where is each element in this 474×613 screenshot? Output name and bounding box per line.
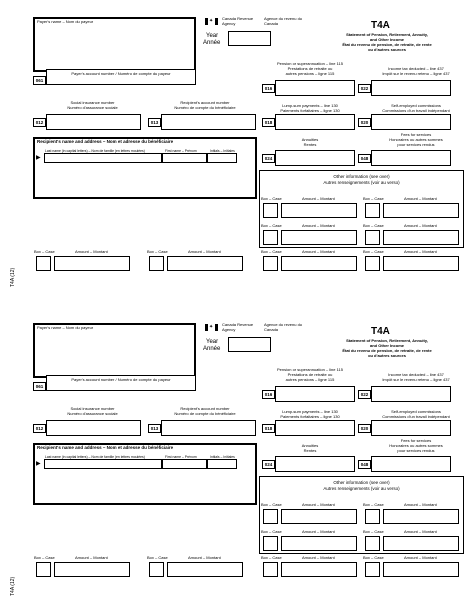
- box-016-label: Prestations de retraite ou: [287, 372, 333, 377]
- recipient-account-label: Numéro de compte du bénéficiaire: [174, 411, 236, 416]
- box-code-061: 061: [33, 382, 46, 391]
- amount-label: Amount – Montant: [302, 223, 335, 228]
- box-016-label: Pension or superannuation – line 115: [277, 61, 343, 66]
- box-048-label: Honoraires ou autres sommes: [389, 137, 443, 142]
- amount-label: Amount – Montant: [302, 196, 335, 201]
- other-amount-field[interactable]: [281, 256, 357, 271]
- form-side-label: T4A (12): [10, 267, 16, 287]
- year-label: Year: [206, 33, 219, 39]
- box-048-label: Fees for services: [400, 132, 432, 137]
- box-022-label: Income tax deducted – line 437: [388, 66, 444, 71]
- box-code-022: 022: [358, 84, 371, 93]
- box-case-label: Box – Case: [261, 249, 282, 254]
- other-box-code-field[interactable]: [365, 562, 380, 577]
- other-box-code-field[interactable]: [149, 256, 164, 271]
- last-name-field[interactable]: [44, 153, 162, 163]
- other-amount-field[interactable]: [383, 230, 459, 245]
- box-case-label: Box – Case: [363, 529, 384, 534]
- box-016-field[interactable]: [275, 386, 355, 402]
- last-name-label: Last name (in capital letters) – Nom de famille (en lettres moulées): [45, 455, 145, 459]
- arrow-right-icon: ▶: [36, 461, 41, 467]
- sin-field[interactable]: [46, 114, 141, 130]
- initials-field[interactable]: [207, 153, 237, 163]
- box-024-label: Annuities: [301, 443, 319, 448]
- amount-label: Amount – Montant: [302, 529, 335, 534]
- other-box-code-field[interactable]: [263, 536, 278, 551]
- amount-label: Amount – Montant: [404, 555, 437, 560]
- box-022-label: Impôt sur le revenu retenu – ligne 437: [382, 71, 450, 76]
- box-048-label: Honoraires ou autres sommes: [389, 443, 443, 448]
- canada-flag-icon: ✦: [205, 18, 218, 25]
- other-box-code-field[interactable]: [263, 256, 278, 271]
- form-code: T4A: [371, 20, 390, 31]
- other-box-code-field[interactable]: [149, 562, 164, 577]
- other-box-code-field[interactable]: [263, 230, 278, 245]
- box-016-label: autres pensions – ligne 115: [285, 377, 335, 382]
- amount-label: Amount – Montant: [404, 196, 437, 201]
- initials-field[interactable]: [207, 459, 237, 469]
- sin-label: Numéro d'assurance sociale: [67, 105, 118, 110]
- year-label: Year: [206, 339, 219, 345]
- box-016-label: autres pensions – ligne 115: [285, 71, 335, 76]
- box-case-label: Box – Case: [34, 249, 55, 254]
- amount-label: Amount – Montant: [404, 502, 437, 507]
- other-box-code-field[interactable]: [365, 536, 380, 551]
- box-022-field[interactable]: [371, 80, 451, 96]
- box-case-label: Box – Case: [147, 555, 168, 560]
- payer-account-label: Payer's account number / Numéro de compte du payeur: [71, 71, 171, 76]
- payer-name-box[interactable]: [33, 323, 196, 378]
- box-code-048: 048: [358, 154, 371, 163]
- last-name-field[interactable]: [44, 459, 162, 469]
- form-side-label: T4A (12): [10, 576, 16, 596]
- box-024-field[interactable]: [275, 150, 355, 166]
- first-name-label: First name – Prénom: [165, 149, 197, 153]
- recipient-account-label: Numéro de compte du bénéficiaire: [174, 105, 236, 110]
- box-018-field[interactable]: [275, 420, 355, 436]
- box-048-field[interactable]: [371, 150, 451, 166]
- canada-flag-icon: ✦: [205, 324, 218, 331]
- amount-label: Amount – Montant: [302, 502, 335, 507]
- other-box-code-field[interactable]: [263, 203, 278, 218]
- box-024-label: Rentes: [303, 142, 317, 147]
- box-code-012: 012: [33, 424, 46, 433]
- other-amount-field[interactable]: [54, 256, 130, 271]
- payer-name-label: Payer's name – Nom du payeur: [37, 325, 94, 330]
- box-case-label: Box – Case: [261, 196, 282, 201]
- other-amount-field[interactable]: [281, 562, 357, 577]
- box-048-label: pour services rendus: [397, 142, 435, 147]
- form-title-fr-1: État du revenu de pension, de retraite, de rente: [342, 42, 432, 47]
- amount-label: Amount – Montant: [75, 249, 108, 254]
- other-amount-field[interactable]: [281, 203, 357, 218]
- box-case-label: Box – Case: [363, 555, 384, 560]
- recipient-header: Recipient's name and address – Nom et adresse du bénéficiaire: [37, 139, 174, 144]
- box-018-label: Paiements forfaitaires – ligne 130: [280, 108, 340, 113]
- box-case-label: Box – Case: [363, 502, 384, 507]
- form-code: T4A: [371, 326, 390, 337]
- other-amount-field[interactable]: [167, 256, 243, 271]
- box-048-label: Fees for services: [400, 438, 432, 443]
- box-024-label: Annuities: [301, 137, 319, 142]
- other-amount-field[interactable]: [383, 203, 459, 218]
- form-title-en-1: Statement of Pension, Retirement, Annuity,: [346, 338, 428, 343]
- other-info-label: Other information (see over): [333, 174, 390, 179]
- box-code-016: 016: [262, 84, 275, 93]
- box-018-label: Paiements forfaitaires – ligne 130: [280, 414, 340, 419]
- amount-label: Amount – Montant: [188, 555, 221, 560]
- other-box-code-field[interactable]: [36, 562, 51, 577]
- amount-label: Amount – Montant: [188, 249, 221, 254]
- amount-label: Amount – Montant: [302, 249, 335, 254]
- box-020-label: Self-employed commissions: [391, 409, 441, 414]
- year-field[interactable]: [228, 337, 271, 352]
- other-amount-field[interactable]: [383, 562, 459, 577]
- box-code-020: 020: [358, 424, 371, 433]
- box-022-field[interactable]: [371, 386, 451, 402]
- agency-fr: Agence du revenu du Canada: [264, 322, 303, 332]
- amount-label: Amount – Montant: [75, 555, 108, 560]
- other-info-label: Other information (see over): [333, 480, 390, 485]
- sin-label: Numéro d'assurance sociale: [67, 411, 118, 416]
- other-amount-field[interactable]: [281, 230, 357, 245]
- form-title-fr-2: ou d'autres sources: [368, 353, 406, 358]
- box-016-field[interactable]: [275, 80, 355, 96]
- box-code-018: 018: [262, 424, 275, 433]
- box-code-061: 061: [33, 76, 46, 85]
- amount-label: Amount – Montant: [404, 223, 437, 228]
- box-code-018: 018: [262, 118, 275, 127]
- first-name-label: First name – Prénom: [165, 455, 197, 459]
- agency-en: Canada Revenue Agency: [222, 16, 254, 26]
- box-case-label: Box – Case: [363, 196, 384, 201]
- box-code-024: 024: [262, 154, 275, 163]
- other-box-code-field[interactable]: [263, 509, 278, 524]
- box-code-020: 020: [358, 118, 371, 127]
- agency-en: Canada Revenue Agency: [222, 322, 254, 332]
- box-020-label: Commissions d'un travail indépendant: [382, 108, 450, 113]
- box-code-013: 013: [148, 118, 161, 127]
- box-016-label: Pension or superannuation – line 115: [277, 367, 343, 372]
- recipient-account-label: Recipient's account number: [180, 100, 230, 105]
- box-case-label: Box – Case: [363, 223, 384, 228]
- box-code-048: 048: [358, 460, 371, 469]
- other-box-code-field[interactable]: [36, 256, 51, 271]
- other-box-code-field[interactable]: [365, 509, 380, 524]
- other-amount-field[interactable]: [167, 562, 243, 577]
- t4a-slip: [0, 0, 474, 300]
- payer-name-box[interactable]: [33, 17, 196, 72]
- box-018-label: Lump-sum payments – line 130: [282, 103, 338, 108]
- box-code-013: 013: [148, 424, 161, 433]
- form-title-en-2: and Other Income: [369, 37, 404, 42]
- first-name-field[interactable]: [162, 153, 207, 163]
- box-case-label: Box – Case: [261, 555, 282, 560]
- amount-label: Amount – Montant: [302, 555, 335, 560]
- box-022-label: Impôt sur le revenu retenu – ligne 437: [382, 377, 450, 382]
- box-020-field[interactable]: [371, 420, 451, 436]
- other-box-code-field[interactable]: [365, 256, 380, 271]
- box-020-label: Self-employed commissions: [391, 103, 441, 108]
- box-022-label: Income tax deducted – line 437: [388, 372, 444, 377]
- agency-fr: Agence du revenu du Canada: [264, 16, 303, 26]
- box-case-label: Box – Case: [34, 555, 55, 560]
- amount-label: Amount – Montant: [404, 529, 437, 534]
- box-024-field[interactable]: [275, 456, 355, 472]
- box-case-label: Box – Case: [363, 249, 384, 254]
- box-016-label: Prestations de retraite ou: [287, 66, 333, 71]
- initials-label: Initials – Initiales: [210, 149, 235, 153]
- other-amount-field[interactable]: [281, 536, 357, 551]
- box-048-field[interactable]: [371, 456, 451, 472]
- box-024-label: Rentes: [303, 448, 317, 453]
- address-area[interactable]: [44, 472, 254, 502]
- box-018-label: Lump-sum payments – line 130: [282, 409, 338, 414]
- payer-name-label: Payer's name – Nom du payeur: [37, 19, 94, 24]
- form-title-fr-2: ou d'autres sources: [368, 47, 406, 52]
- recipient-account-field[interactable]: [161, 420, 256, 436]
- box-case-label: Box – Case: [261, 529, 282, 534]
- amount-label: Amount – Montant: [404, 249, 437, 254]
- box-code-012: 012: [33, 118, 46, 127]
- sin-label: Social insurance number: [70, 406, 115, 411]
- other-box-code-field[interactable]: [263, 562, 278, 577]
- box-020-field[interactable]: [371, 114, 451, 130]
- other-amount-field[interactable]: [54, 562, 130, 577]
- recipient-header: Recipient's name and address – Nom et adresse du bénéficiaire: [37, 445, 174, 450]
- year-label-fr: Année: [203, 346, 221, 352]
- t4a-slip: [0, 306, 474, 606]
- form-title-en-2: and Other Income: [369, 343, 404, 348]
- box-code-016: 016: [262, 390, 275, 399]
- first-name-field[interactable]: [162, 459, 207, 469]
- year-label-fr: Année: [203, 40, 221, 46]
- box-code-022: 022: [358, 390, 371, 399]
- year-field[interactable]: [228, 31, 271, 46]
- arrow-right-icon: ▶: [36, 155, 41, 161]
- box-code-024: 024: [262, 460, 275, 469]
- other-amount-field[interactable]: [383, 536, 459, 551]
- box-case-label: Box – Case: [261, 223, 282, 228]
- box-case-label: Box – Case: [147, 249, 168, 254]
- box-018-field[interactable]: [275, 114, 355, 130]
- box-case-label: Box – Case: [261, 502, 282, 507]
- initials-label: Initials – Initiales: [210, 455, 235, 459]
- other-box-code-field[interactable]: [365, 203, 380, 218]
- other-info-label: Autres renseignements (voir au verso): [323, 486, 400, 491]
- other-box-code-field[interactable]: [365, 230, 380, 245]
- other-amount-field[interactable]: [281, 509, 357, 524]
- sin-label: Social insurance number: [70, 100, 115, 105]
- form-title-fr-1: État du revenu de pension, de retraite, de rente: [342, 348, 432, 353]
- other-amount-field[interactable]: [383, 256, 459, 271]
- address-area[interactable]: [44, 166, 254, 196]
- other-info-label: Autres renseignements (voir au verso): [323, 180, 400, 185]
- other-amount-field[interactable]: [383, 509, 459, 524]
- payer-account-label: Payer's account number / Numéro de compte du payeur: [71, 377, 171, 382]
- sin-field[interactable]: [46, 420, 141, 436]
- box-020-label: Commissions d'un travail indépendant: [382, 414, 450, 419]
- box-048-label: pour services rendus: [397, 448, 435, 453]
- last-name-label: Last name (in capital letters) – Nom de famille (en lettres moulées): [45, 149, 145, 153]
- recipient-account-label: Recipient's account number: [180, 406, 230, 411]
- recipient-account-field[interactable]: [161, 114, 256, 130]
- form-title-en-1: Statement of Pension, Retirement, Annuity,: [346, 32, 428, 37]
